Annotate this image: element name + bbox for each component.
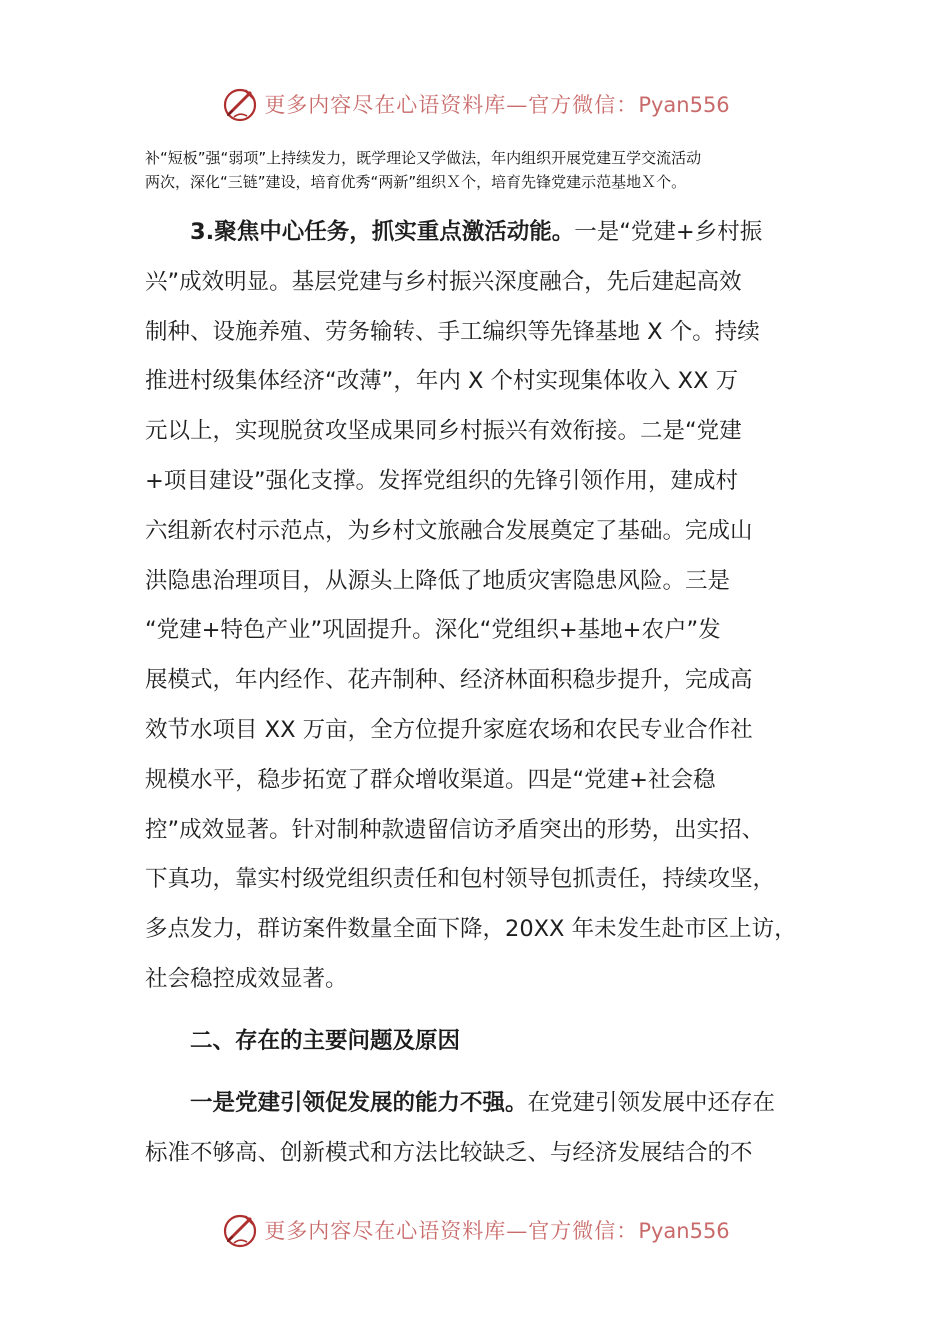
pen-seal-icon	[220, 84, 260, 124]
body-line: 下真功，靠实村级党组织责任和包村领导包抓责任，持续攻坚，	[145, 866, 776, 893]
body-line: 效节水项目 XX 万亩，全方位提升家庭农场和农民专业合作社	[145, 716, 753, 743]
body-line: 推进村级集体经济“改薄”，年内 X 个村实现集体收入 XX 万	[145, 368, 739, 395]
body-line: 控”成效显著。针对制种款遗留信访矛盾突出的形势，出实招、	[145, 816, 765, 843]
watermark-footer	[0, 1208, 950, 1252]
body-line: 兴”成效明显。基层党建与乡村振兴深度融合，先后建起高效	[145, 268, 742, 295]
body-line: 洪隐患治理项目，从源头上降低了地质灾害隐患风险。三是	[145, 567, 731, 594]
section-3-first-line: 3.聚焦中心任务，抓实重点激活动能。一是“党建+乡村振	[190, 219, 763, 245]
problem-1-paragraph	[145, 1078, 817, 1178]
body-line: 六组新农村示范点，为乡村文旅融合发展奠定了基础。完成山	[145, 517, 753, 544]
watermark-text: 更多内容尽在心语资料库—官方微信：Pyan556	[264, 93, 730, 117]
body-line: 制种、设施养殖、劳务输转、手工编织等先锋基地 X 个。持续	[145, 318, 760, 345]
problem-1-first-line: 一是党建引领促发展的能力不强。在党建引领发展中还存在	[190, 1090, 776, 1116]
intro-paragraph	[145, 146, 815, 194]
body-line: 多点发力，群访案件数量全面下降，20XX 年未发生赴市区上访，	[145, 916, 797, 943]
body-line: 社会稳控成效显著。	[145, 965, 348, 992]
body-line: +项目建设”强化支撑。发挥党组织的先锋引领作用，建成村	[145, 467, 739, 494]
body-line: 规模水平，稳步拓宽了群众增收渠道。四是“党建+社会稳	[145, 766, 716, 793]
watermark-header	[0, 82, 950, 126]
section-heading: 二、存在的主要问题及原因	[190, 1028, 461, 1054]
pen-seal-icon	[220, 1210, 260, 1250]
problem-1-lead: 一是党建引领促发展的能力不强。	[190, 1090, 528, 1116]
intro-line: 补“短板”强“弱项”上持续发力，既学理论又学做法，年内组织开展党建互学交流活动	[145, 149, 702, 167]
body-line: 元以上，实现脱贫攻坚成果同乡村振兴有效衔接。二是“党建	[145, 418, 742, 445]
watermark-text: 更多内容尽在心语资料库—官方微信：Pyan556	[264, 1219, 730, 1243]
section-3-paragraph	[145, 208, 817, 1005]
intro-line: 两次，深化“三链”建设，培育优秀“两新”组织Ｘ个，培育先锋党建示范基地Ｘ个。	[145, 173, 687, 191]
body-line: 标准不够高、创新模式和方法比较缺乏、与经济发展结合的不	[145, 1140, 753, 1166]
body-line: “党建+特色产业”巩固提升。深化“党组织+基地+农户”发	[145, 617, 721, 644]
section-3-lead: 3.聚焦中心任务，抓实重点激活动能。	[190, 219, 575, 245]
body-line: 展模式，年内经作、花卉制种、经济林面积稳步提升，完成高	[145, 667, 753, 694]
